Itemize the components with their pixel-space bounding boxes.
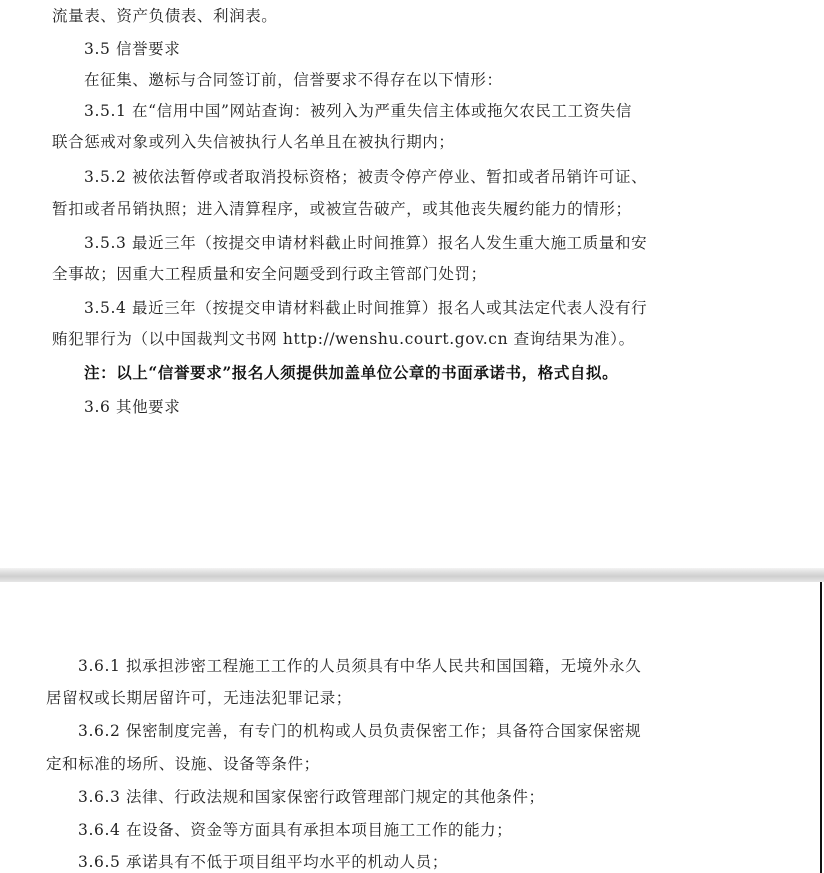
text-line: 联合惩戒对象或列入失信被执行人名单且在被执行期内； bbox=[52, 133, 455, 151]
document-page-2 bbox=[0, 582, 824, 873]
text-line: 全事故；因重大工程质量和安全问题受到行政主管部门处罚； bbox=[52, 265, 487, 283]
page-separator bbox=[0, 568, 824, 582]
note-credit-requirement: 注：以上“信誉要求”报名人须提供加盖单位公章的书面承诺书，格式自拟。 bbox=[84, 363, 619, 382]
clause-3-6-2: 3.6.2 保密制度完善，有专门的机构或人员负责保密工作；具备符合国家保密规 bbox=[78, 722, 642, 740]
text-line: 暂扣或者吊销执照；进入清算程序，或被宣告破产，或其他丧失履约能力的情形； bbox=[52, 200, 632, 218]
clause-3-5-4: 3.5.4 最近三年（按提交申请材料截止时间推算）报名人或其法定代表人没有行 bbox=[84, 299, 648, 317]
text-line: 贿犯罪行为（以中国裁判文书网 http://wenshu.court.gov.cn 查询结果为准）。 bbox=[52, 330, 635, 348]
clause-3-5-3: 3.5.3 最近三年（按提交申请材料截止时间推算）报名人发生重大施工质量和安 bbox=[84, 234, 648, 252]
section-heading-3-5: 3.5 信誉要求 bbox=[84, 40, 181, 58]
text-line: 居留权或长期居留许可，无违法犯罪记录； bbox=[46, 689, 352, 707]
text-line: 在征集、邀标与合同签订前，信誉要求不得存在以下情形： bbox=[84, 71, 503, 89]
clause-3-6-3: 3.6.3 法律、行政法规和国家保密行政管理部门规定的其他条件； bbox=[78, 788, 545, 806]
clause-3-6-4: 3.6.4 在设备、资金等方面具有承担本项目施工工作的能力； bbox=[78, 821, 513, 839]
text-line: 流量表、资产负债表、利润表。 bbox=[52, 7, 278, 25]
clause-3-5-1: 3.5.1 在“信用中国”网站查询：被列入为严重失信主体或拖欠农民工工资失信 bbox=[84, 102, 633, 120]
clause-3-6-5: 3.6.5 承诺具有不低于项目组平均水平的机动人员； bbox=[78, 853, 448, 871]
clause-3-5-2: 3.5.2 被依法暂停或者取消投标资格；被责令停产停业、暂扣或者吊销许可证、 bbox=[84, 168, 648, 186]
text-line: 定和标准的场所、设施、设备等条件； bbox=[46, 755, 320, 773]
section-heading-3-6: 3.6 其他要求 bbox=[84, 398, 181, 416]
clause-3-6-1: 3.6.1 拟承担涉密工程施工工作的人员须具有中华人民共和国国籍，无境外永久 bbox=[78, 657, 642, 675]
